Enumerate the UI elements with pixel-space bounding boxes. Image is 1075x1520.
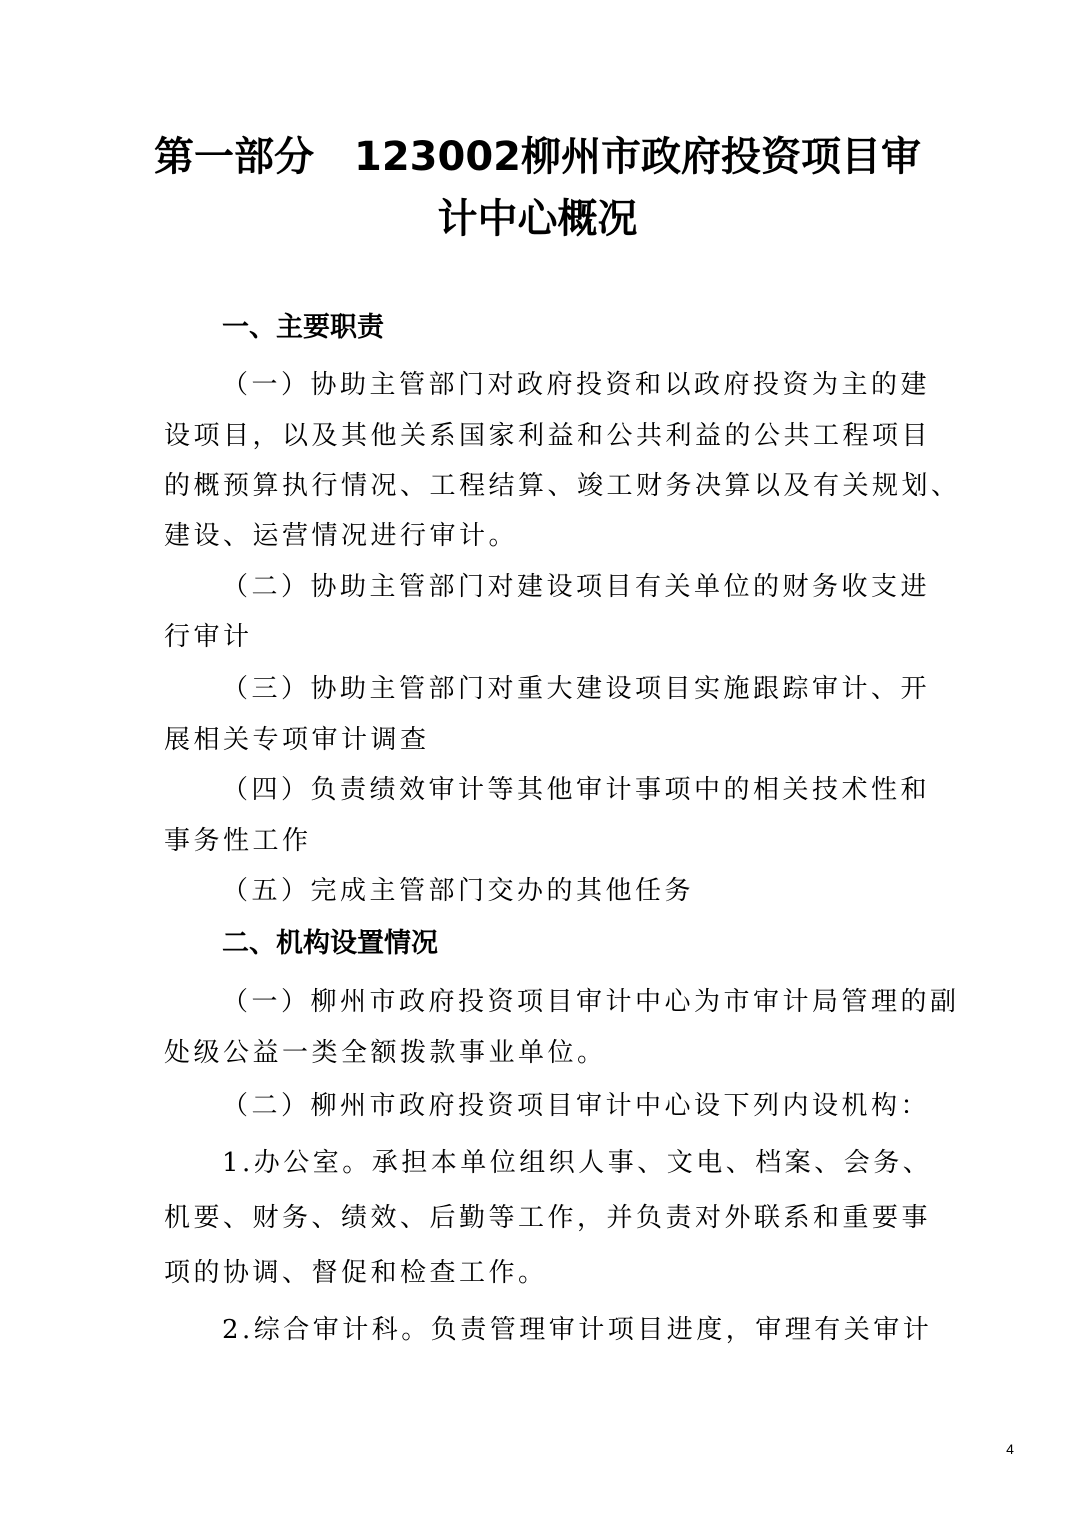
paragraph-line: 2.综合审计科。负责管理审计项目进度，审理有关审计 — [222, 1315, 933, 1345]
paragraph-line: （三）协助主管部门对重大建设项目实施跟踪审计、开 — [222, 674, 931, 704]
paragraph-line: 建设、运营情况进行审计。 — [164, 521, 519, 551]
paragraph-line: 行审计 — [164, 622, 253, 652]
paragraph-line: 处级公益一类全额拨款事业单位。 — [164, 1038, 607, 1068]
paragraph-line: 设项目，以及其他关系国家利益和公共利益的公共工程项目 — [164, 421, 932, 451]
paragraph-line: （二）柳州市政府投资项目审计中心设下列内设机构： — [222, 1091, 931, 1121]
document-title-line-1: 第一部分 123002柳州市政府投资项目审 — [154, 134, 921, 180]
paragraph-line: （二）协助主管部门对建设项目有关单位的财务收支进 — [222, 572, 931, 602]
paragraph-line: （一）协助主管部门对政府投资和以政府投资为主的建 — [222, 370, 931, 400]
paragraph-line: 项的协调、督促和检查工作。 — [164, 1258, 548, 1288]
paragraph-line: 事务性工作 — [164, 826, 312, 856]
section-heading-organization: 二、机构设置情况 — [222, 928, 438, 959]
paragraph-line: 机要、财务、绩效、后勤等工作，并负责对外联系和重要事 — [164, 1203, 932, 1233]
paragraph-line: 1.办公室。承担本单位组织人事、文电、档案、会务、 — [222, 1148, 933, 1178]
paragraph-line: （一）柳州市政府投资项目审计中心为市审计局管理的副 — [222, 987, 960, 1017]
paragraph-line: （五）完成主管部门交办的其他任务 — [222, 876, 695, 906]
section-heading-main-duties: 一、主要职责 — [222, 312, 384, 343]
paragraph-line: 展相关专项审计调查 — [164, 725, 430, 755]
document-title-line-2: 计中心概况 — [437, 196, 638, 242]
paragraph-line: 的概预算执行情况、工程结算、竣工财务决算以及有关规划、 — [164, 471, 961, 501]
paragraph-line: （四）负责绩效审计等其他审计事项中的相关技术性和 — [222, 775, 931, 805]
page-number: 4 — [1006, 1441, 1014, 1457]
